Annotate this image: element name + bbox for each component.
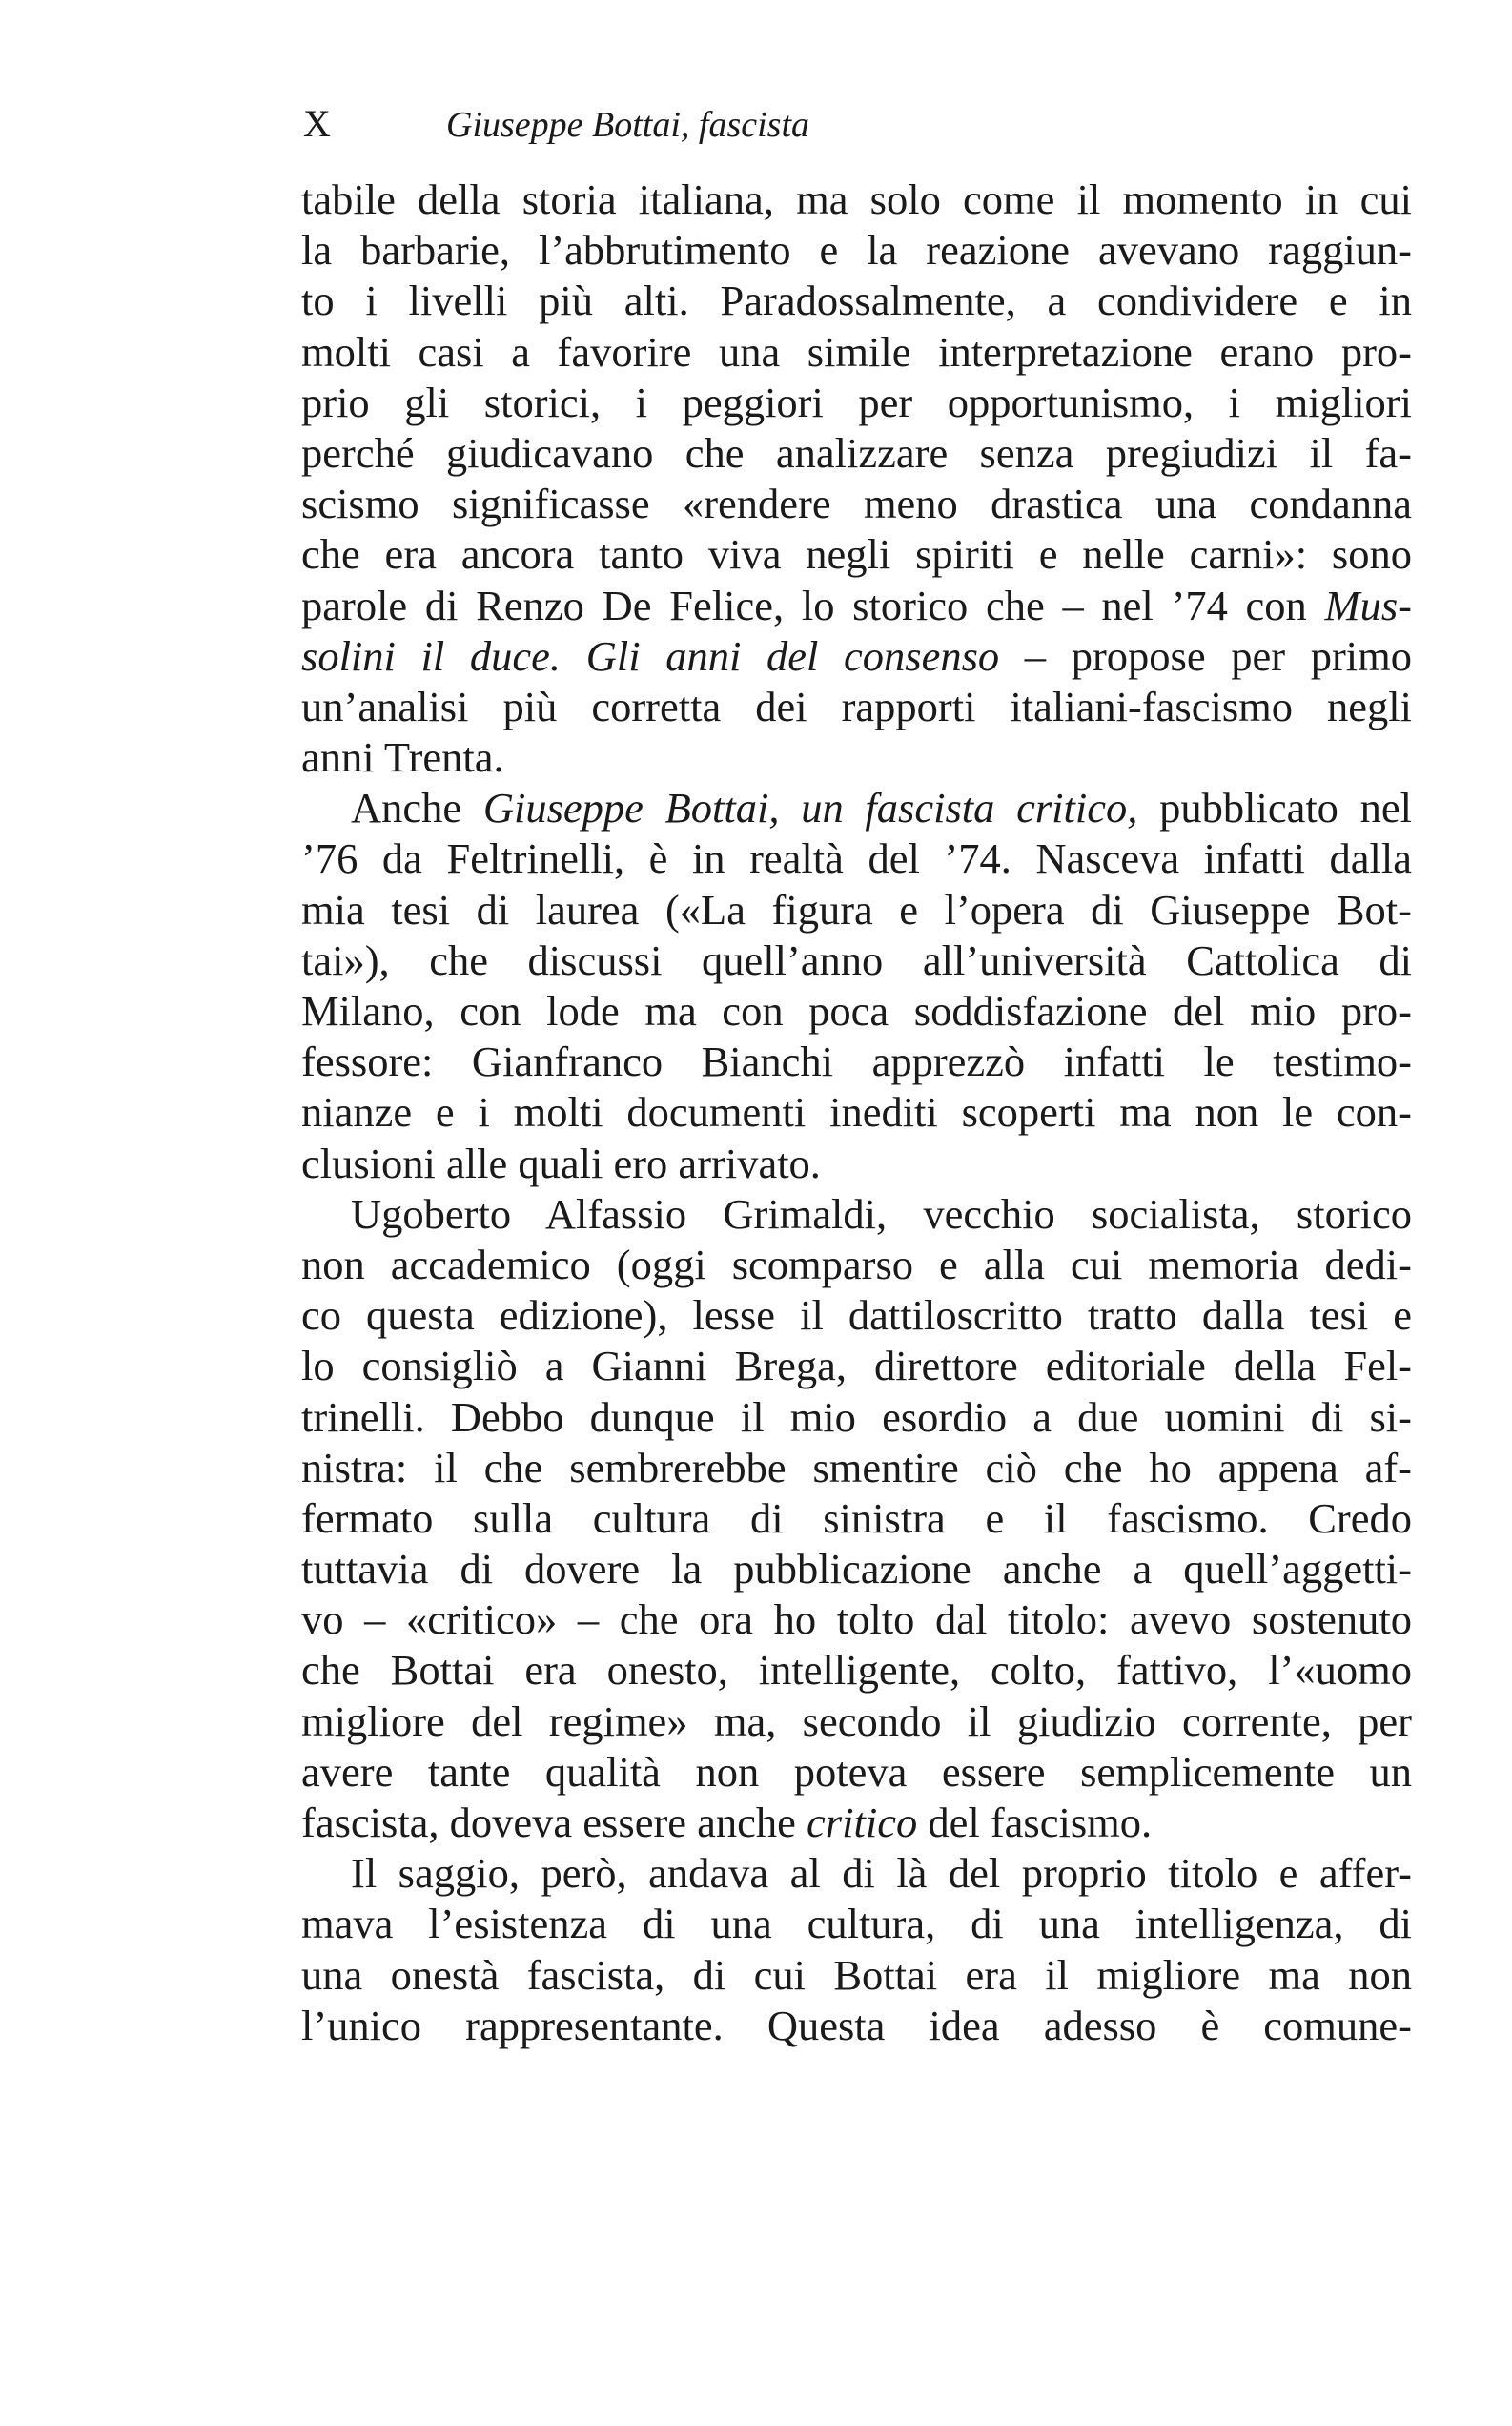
text-run: migliore del regime» ma, secondo il giudizio corrente, per (301, 1696, 1412, 1745)
text-line (301, 1594, 1412, 1645)
text-line (301, 479, 1412, 529)
text-line (301, 1747, 1412, 1798)
text-line (301, 1087, 1412, 1138)
text-run: fermato sulla cultura di sinistra e il fascismo. Credo (301, 1493, 1412, 1542)
running-title: Giuseppe Bottai, fascista (446, 105, 810, 145)
text-line (301, 581, 1412, 631)
text-run: nianze e i molti documenti inediti scoperti ma non le con- (301, 1088, 1412, 1137)
text-run: del fascismo. (917, 1799, 1153, 1846)
text-line (301, 682, 1412, 732)
italic-text: solini il duce. Gli anni del consenso (301, 631, 1000, 680)
text-run: Milano, con lode ma con poca soddisfazione del mio pro- (301, 987, 1412, 1035)
text-line (301, 986, 1412, 1037)
text-line (301, 1139, 1412, 1189)
text-run: mava l’esistenza di una cultura, di una intelligenza, di (301, 1900, 1412, 1948)
text-line (301, 1443, 1412, 1493)
text-line (301, 783, 1412, 833)
text-run: ’76 da Feltrinelli, è in realtà del ’74. Nasceva infatti dalla (301, 834, 1412, 883)
text-line (301, 1189, 1412, 1240)
italic-text: Giuseppe Bottai, un fascista critico, (482, 784, 1138, 833)
text-line (301, 1899, 1412, 1949)
text-run: tuttavia di dovere la pubblicazione anche a quell’aggetti- (301, 1545, 1412, 1593)
text-run: non accademico (oggi scomparso e alla cui memoria dedi- (301, 1240, 1412, 1288)
text-line (301, 1848, 1412, 1899)
text-run: tabile della storia italiana, ma solo come il momento in cui (301, 175, 1412, 223)
text-line (301, 1341, 1412, 1391)
text-run: mia tesi di laurea («La figura e l’opera di Giuseppe Bot- (301, 885, 1412, 934)
text-run: Anche (351, 784, 483, 833)
text-run: perché giudicavano che analizzare senza pregiudizi il fa- (301, 428, 1412, 477)
text-line (301, 529, 1412, 580)
text-line (301, 1544, 1412, 1594)
text-run: fascista, doveva essere anche (301, 1799, 807, 1846)
text-run: avere tante qualità non poteva essere semplicemente un (301, 1747, 1412, 1796)
text-run: trinelli. Debbo dunque il mio esordio a due uomini di si- (301, 1392, 1412, 1441)
text-run: nistra: il che sembrerebbe smentire ciò che ho appena af- (301, 1443, 1412, 1491)
text-run: tai»), che discussi quell’anno all’università Cattolica di (301, 935, 1412, 984)
text-run: l’unico rappresentante. Questa idea adesso è comune- (301, 2001, 1412, 2049)
text-line (301, 1798, 1412, 1848)
running-head (303, 95, 1447, 153)
text-line (301, 378, 1412, 428)
text-line (301, 833, 1412, 884)
text-run: che Bottai era onesto, intelligente, colto, fattivo, l’«uomo (301, 1646, 1412, 1695)
text-run: – propose per primo (999, 631, 1412, 680)
text-run: scismo significasse «rendere meno drastica una condanna (301, 480, 1412, 528)
text-run: parole di Renzo De Felice, lo storico che – nel ’74 con (301, 581, 1325, 629)
page-number: X (303, 102, 332, 145)
text-line (301, 1392, 1412, 1443)
text-run: un’analisi più corretta dei rapporti italiani-fascismo negli (301, 682, 1412, 730)
text-line (301, 2001, 1412, 2051)
text-run: anni Trenta. (301, 733, 504, 782)
text-run: prio gli storici, i peggiori per opportunismo, i migliori (301, 378, 1412, 426)
italic-text: Mus- (1324, 581, 1412, 629)
text-line (301, 1493, 1412, 1544)
text-run: Il saggio, però, andava al di là del proprio titolo e affer- (351, 1849, 1412, 1898)
text-run: una onestà fascista, di cui Bottai era il migliore ma non (301, 1950, 1412, 1999)
text-line (301, 1240, 1412, 1290)
body-text (301, 175, 1412, 2051)
text-line (301, 732, 1412, 783)
text-line (301, 175, 1412, 225)
text-run: la barbarie, l’abbrutimento e la reazione avevano raggiun- (301, 226, 1412, 275)
italic-text: critico (807, 1799, 918, 1846)
text-line (301, 885, 1412, 935)
text-run: co questa edizione), lesse il dattiloscritto tratto dalla tesi e (301, 1291, 1412, 1340)
text-line (301, 1696, 1412, 1747)
text-line (301, 327, 1412, 378)
text-line (301, 225, 1412, 276)
text-line (301, 1950, 1412, 2001)
text-line (301, 1037, 1412, 1087)
text-line (301, 631, 1412, 682)
text-run: pubblicato nel (1137, 784, 1412, 833)
text-line (301, 935, 1412, 986)
text-run: molti casi a favorire una simile interpretazione erano pro- (301, 327, 1412, 376)
text-line (301, 276, 1412, 326)
text-run: to i livelli più alti. Paradossalmente, a condividere e in (301, 277, 1412, 325)
text-line (301, 1290, 1412, 1341)
text-run: Ugoberto Alfassio Grimaldi, vecchio socialista, storico (351, 1189, 1412, 1238)
text-run: fessore: Gianfranco Bianchi apprezzò infatti le testimo- (301, 1038, 1412, 1086)
text-line (301, 1645, 1412, 1696)
text-run: clusioni alle quali ero arrivato. (301, 1139, 821, 1187)
text-run: che era ancora tanto viva negli spiriti e nelle carni»: sono (301, 530, 1412, 579)
text-run: vo – «critico» – che ora ho tolto dal titolo: avevo sostenuto (301, 1595, 1412, 1644)
text-run: lo consigliò a Gianni Brega, direttore editoriale della Fel- (301, 1342, 1412, 1390)
text-line (301, 428, 1412, 479)
